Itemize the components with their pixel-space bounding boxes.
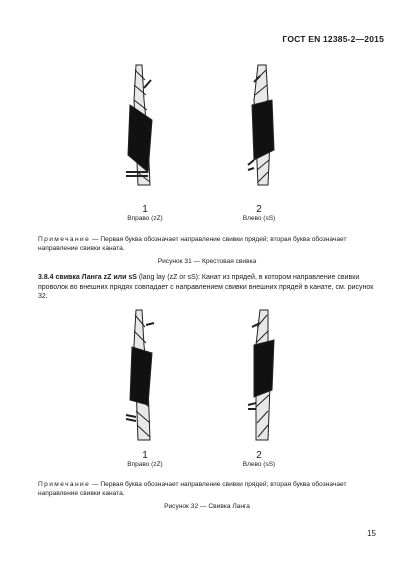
figure31-note-prefix: Примечание (38, 236, 91, 243)
figure32-caption: Рисунок 32 — Свивка Ланга (164, 503, 250, 510)
rope-illustration-right-lang-lay (118, 305, 168, 450)
figure32-note (38, 480, 378, 498)
figure31-left-label: Вправо (zZ) (127, 215, 163, 222)
figure31-right-number: 2 (256, 204, 262, 215)
rope-illustration-left-lay-cross (238, 60, 288, 200)
clause-3-8-4-english: (lang lay (zZ or sS) (136, 274, 198, 281)
figure31-note (38, 235, 378, 253)
figure31-note-text: — Первая буква обозначает направление свивки прядей; вторая буква обозначает направление свивки каната. (38, 236, 347, 252)
clause-3-8-4 (38, 273, 378, 302)
figure32-note-prefix: Примечание (38, 481, 91, 488)
figure32-left-label: Вправо (zZ) (127, 461, 163, 468)
figure32-right-label: Влево (sS) (242, 461, 276, 468)
rope-illustration-left-lang-lay (238, 305, 288, 450)
figure32-right-number: 2 (256, 450, 262, 461)
figure31-left-number: 1 (142, 204, 148, 215)
page-number: 15 (367, 529, 376, 538)
figure32-note-text: — Первая буква обозначает направление свивки прядей; вторая буква обозначает направление свивки каната. (38, 481, 347, 497)
page-header-standard: ГОСТ EN 12385-2—2015 (282, 34, 384, 44)
clause-3-8-4-title: 3.8.4 свивка Ланга zZ или sS (38, 274, 137, 281)
figure31-caption: Рисунок 31 — Крестовая свивка (157, 258, 257, 265)
rope-illustration-right-lay-cross (118, 60, 168, 200)
clause-3-8-4-body: : Канат из прядей, в котором направление свивки проволок во внешних прядях совпадает с направлением свивки внешних прядей в канате, см. рисунок 32. (38, 274, 374, 300)
figure32-left-number: 1 (142, 450, 148, 461)
figure31-right-label: Влево (sS) (242, 215, 276, 222)
